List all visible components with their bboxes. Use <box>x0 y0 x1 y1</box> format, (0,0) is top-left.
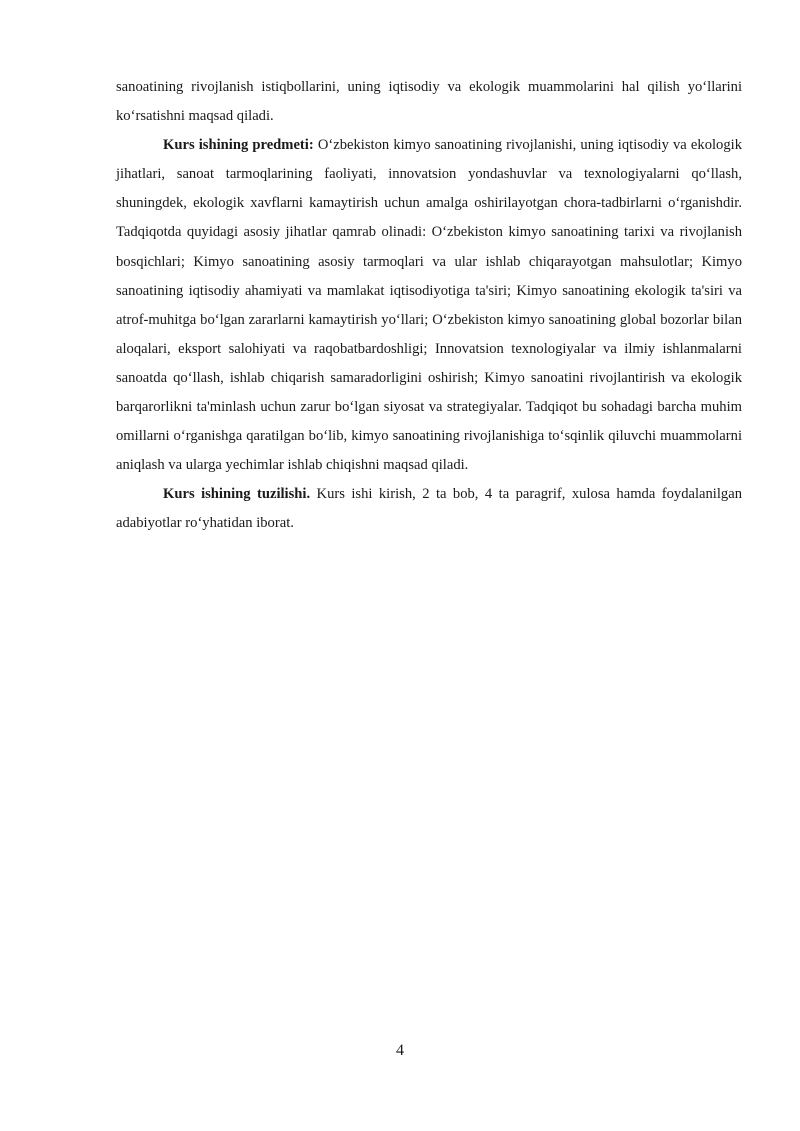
paragraph-structure <box>116 480 742 538</box>
page-number: 4 <box>396 1042 404 1059</box>
paragraph-intro-continuation <box>116 73 742 131</box>
paragraph-subject <box>116 131 742 480</box>
paragraph-text: O‘zbekiston kimyo sanoatining rivojlanishi, uning iqtisodiy va ekologik jihatlari, sanoat tarmoqlarining faoliyati, innovatsion yondashuvlar va texnologiyalarni qo‘llash, shuningdek, ekologik xavflarni kamaytirish uchun amalga oshirilayotgan chora-tadbirlarni o‘rganishdir. Tadqiqotda quyidagi asosiy jihatlar qamrab olinadi: O‘zbekiston kimyo sanoatining tarixi va rivojlanish bosqichlari; Kimyo sanoatining asosiy tarmoqlari va ular ishlab chiqarayotgan mahsulotlar; Kimyo sanoatining iqtisodiy ahamiyati va mamlakat iqtisodiyotiga ta'siri; Kimyo sanoatining ekologik ta'siri va atrof-muhitga bo‘lgan zararlarni kamaytirish yo‘llari; O‘zbekiston kimyo sanoatining global bozorlar bilan aloqalari, eksport salohiyati va raqobatbardoshligi; Innovatsion texnologiyalar va ilmiy ishlanmalarni sanoatda qo‘llash, ishlab chiqarish samaradorligini oshirish; Kimyo sanoatini rivojlantirish va ekologik barqarorlikni ta'minlash uchun zarur bo‘lgan siyosat va strategiyalar. Tadqiqot bu sohadagi barcha muhim omillarni o‘rganishga qaratilgan bo‘lib, kimyo sanoatining rivojlanishiga to‘sqinlik qiluvchi muammolarni aniqlash va ularga yechimlar ishlab chiqishni maqsad qiladi. <box>116 137 742 474</box>
paragraph-heading: Kurs ishining predmeti: <box>163 137 314 154</box>
paragraph-text: sanoatining rivojlanish istiqbollarini, uning iqtisodiy va ekologik muammolarini hal qilish yo‘llarini ko‘rsatishni maqsad qiladi. <box>116 79 742 125</box>
paragraph-text: Kurs ishi kirish, 2 ta bob, 4 ta paragrif, xulosa hamda foydalanilgan adabiyotlar ro‘yhatidan iborat. <box>116 486 742 532</box>
paragraph-heading: Kurs ishining tuzilishi. <box>163 486 311 503</box>
document-body <box>116 73 742 539</box>
